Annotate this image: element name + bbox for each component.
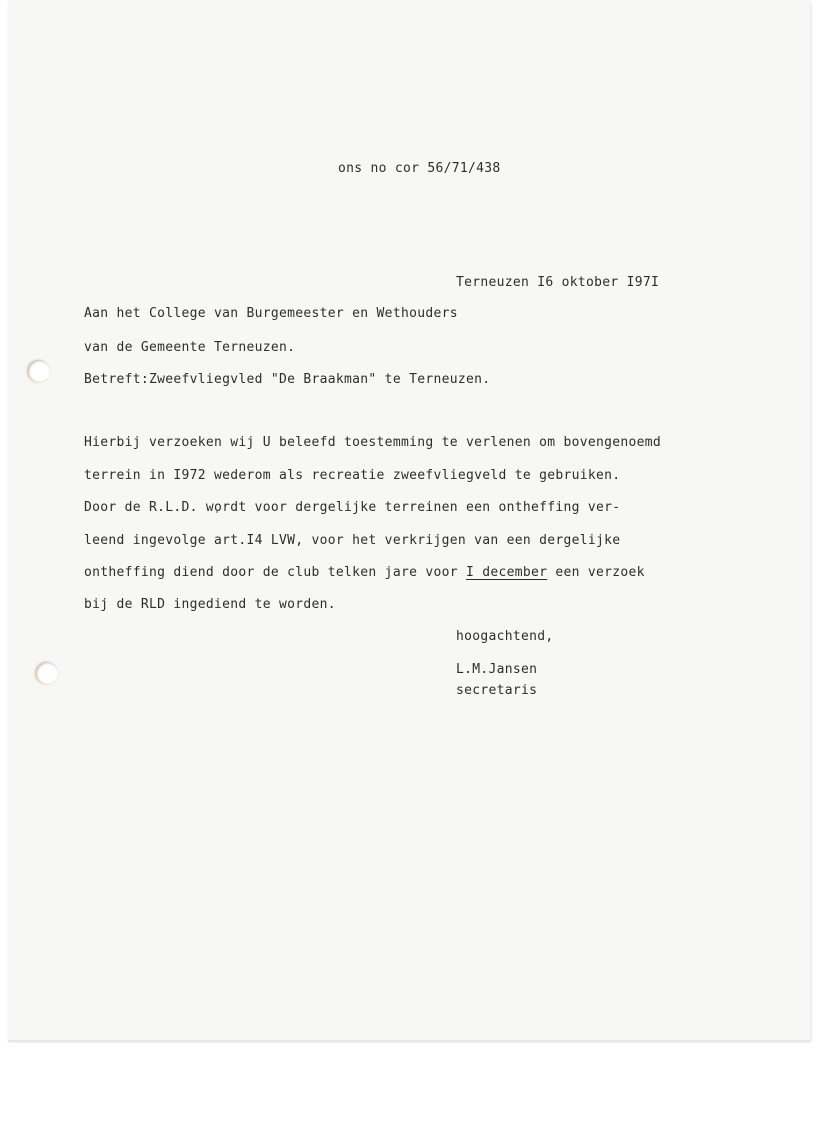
body-line-2: terrein in I972 wederom als recreatie zweefvliegveld te gebruiken. [84, 468, 621, 483]
body-line-1: Hierbij verzoeken wij U beleefd toestemming te verlenen om bovengenoemd [84, 435, 661, 450]
body-line-3: Door de R.L.D. wordt voor dergelijke terreinen een ontheffing ver- [84, 500, 621, 515]
subject-line: Betreft:Zweefvliegvled "De Braakman" te Terneuzen. [84, 372, 491, 387]
closing-salutation: hoogachtend, [456, 629, 554, 644]
body-line-5-start: ontheffing diend door de club telken jare voor [84, 565, 466, 580]
body-line-4: leend ingevolge art.I4 LVW, voor het verkrijgen van een dergelijke [84, 533, 621, 548]
deadline-underlined: I december [465, 565, 548, 580]
paper-sheet [8, 0, 810, 1040]
signatory-title: secretaris [456, 683, 538, 698]
punch-hole-bottom [36, 662, 58, 684]
punch-hole-top [28, 360, 50, 382]
body-line-6: bij de RLD ingediend te worden. [84, 597, 336, 612]
place-and-date: Terneuzen I6 oktober I97I [456, 275, 660, 290]
body-line-5 [84, 565, 645, 580]
body-line-5-end: een verzoek [547, 565, 645, 580]
addressee-line-1: Aan het College van Burgemeester en Wethouders [84, 306, 458, 321]
addressee-line-2: van de Gemeente Terneuzen. [84, 340, 296, 355]
signatory-name: L.M.Jansen [456, 662, 538, 677]
reference-number: ons no cor 56/71/438 [338, 161, 501, 176]
paper-bottom-edge [8, 1040, 810, 1042]
